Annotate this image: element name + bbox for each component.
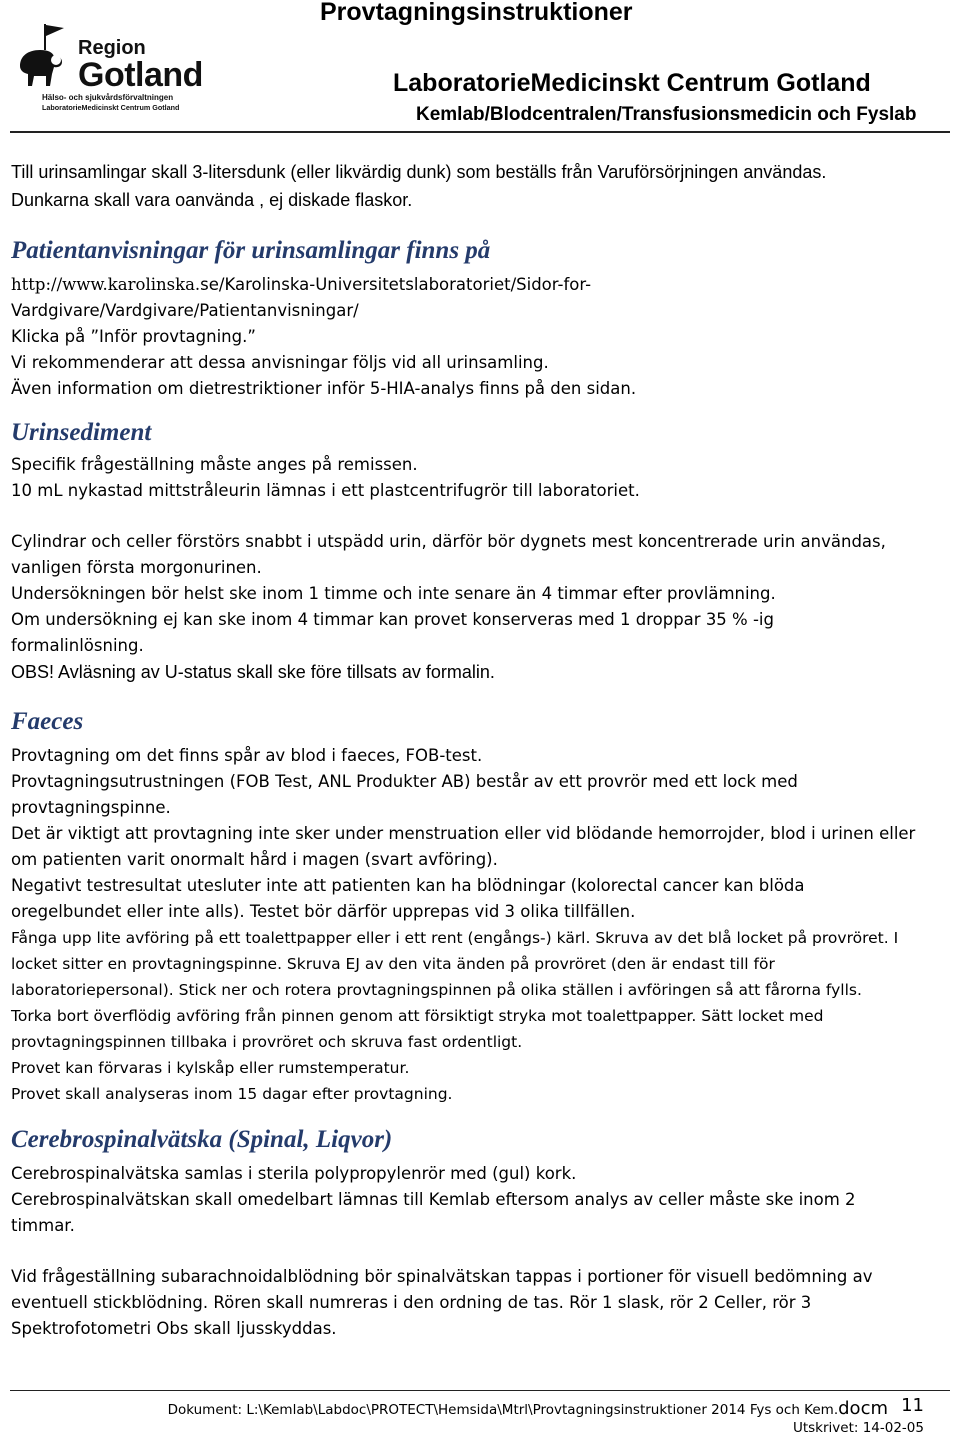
page-title: Provtagningsinstruktioner — [320, 0, 633, 26]
faeces-line-4: Det är viktigt att provtagning inte sker under menstruation eller vid blödande hemorrojder, blod i urinen eller — [11, 824, 916, 843]
page-number: 11 — [901, 1395, 924, 1416]
urinsediment-p2: 10 mL nykastad mittstråleurin lämnas i ett plastcentrifugrör till laboratoriet. — [11, 481, 640, 500]
click-instruction: Klicka på ”Inför provtagning.” — [11, 327, 256, 346]
urinsediment-p5a: Om undersökning ej kan ske inom 4 timmar kan provet konserveras med 1 droppar 35 % -ig — [11, 610, 774, 629]
urinsediment-p3b: vanligen första morgonurinen. — [11, 558, 262, 577]
faeces-line-13: Provet kan förvaras i kylskåp eller rumstemperatur. — [11, 1059, 410, 1077]
logo-region-text: Region — [78, 37, 146, 59]
faeces-line-5: om patienten varit onormalt hård i magen (svart avföring). — [11, 850, 498, 869]
faeces-line-8: Fånga upp lite avföring på ett toalettpapper eller i ett rent (engångs-) kärl. Skruva av det blå locket på provröret. I — [11, 929, 899, 947]
logo-subtitle-2: LaboratorieMedicinskt Centrum Gotland — [42, 103, 180, 112]
faeces-line-11: Torka bort överflödig avföring från pinnen genom att försiktigt stryka mot toalettpapper. Sätt locket med — [11, 1007, 824, 1025]
urinsediment-p5b: formalinlösning. — [11, 636, 144, 655]
organization-name: LaboratorieMedicinskt Centrum Gotland — [393, 69, 871, 97]
recommendation: Vi rekommenderar att dessa anvisningar följs vid all urinsamling. — [11, 353, 549, 372]
csf-line-4: Vid frågeställning subarachnoidalblödning bör spinalvätskan tappas i portioner för visuell bedömning av — [11, 1267, 873, 1286]
faeces-line-6: Negativt testresultat utesluter inte att patienten kan ha blödningar (kolorectal cancer kan blöda — [11, 876, 805, 895]
document-body — [11, 158, 941, 1342]
csf-line-2: Cerebrospinalvätskan skall omedelbart lämnas till Kemlab eftersom analys av celler måste ske inom 2 — [11, 1190, 856, 1209]
faeces-line-10: laboratoriepersonal). Stick ner och rotera provtagningspinnen på olika ställen i avföringen så att fårorna fylls. — [11, 981, 862, 999]
faeces-heading: Faeces — [11, 708, 84, 735]
intro-line-2: Dunkarna skall vara oanvända , ej diskade flaskor. — [11, 190, 413, 210]
link-part-2: se/Karolinska-Universitetslaboratoriet/Sidor-for- — [200, 275, 592, 294]
faeces-line-2: Provtagningsutrustningen (FOB Test, ANL Produkter AB) består av ett provrör med ett lock med — [11, 772, 798, 791]
faeces-line-14: Provet skall analyseras inom 15 dagar efter provtagning. — [11, 1085, 453, 1103]
faeces-line-3: provtagningspinne. — [11, 798, 171, 817]
patient-instructions-heading: Patientanvisningar för urinsamlingar finns på — [11, 237, 491, 264]
logo-subtitle-1: Hälso- och sjukvårdsförvaltningen — [42, 93, 174, 102]
urinsediment-p4: Undersökningen bör helst ske inom 1 timme och inte senare än 4 timmar efter provlämning. — [11, 584, 776, 603]
footer-divider — [10, 1390, 950, 1391]
faeces-line-1: Provtagning om det finns spår av blod i faeces, FOB-test. — [11, 746, 483, 765]
csf-line-3: timmar. — [11, 1216, 75, 1235]
csf-heading: Cerebrospinalvätska (Spinal, Liqvor) — [11, 1126, 393, 1153]
faeces-line-12: provtagningspinnen tillbaka i provröret och skruva fast ordentligt. — [11, 1033, 523, 1051]
faeces-line-7: oregelbundet eller inte alls). Testet bör därför upprepas vid 3 olika tillfällen. — [11, 902, 636, 921]
patient-instructions-link[interactable] — [11, 272, 941, 298]
faeces-line-9: locket sitter en provtagningspinne. Skruva EJ av den vita änden på provröret (den är endast till för — [11, 955, 775, 973]
intro-line-1: Till urinsamlingar skall 3-litersdunk (eller likvärdig dunk) som beställs från Varuförsörjningen användas. — [11, 162, 827, 182]
header-divider — [10, 131, 950, 133]
ram-flag-icon — [14, 22, 74, 94]
urinsediment-obs: OBS! Avläsning av U-status skall ske före tillsats av formalin. — [11, 662, 495, 682]
urinsediment-p1: Specifik frågeställning måste anges på remissen. — [11, 455, 418, 474]
urinsediment-p3a: Cylindrar och celler förstörs snabbt i utspädd urin, därför bör dygnets mest koncentrerade urin användas, — [11, 532, 886, 551]
printed-date: Utskrivet: 14-02-05 — [792, 1420, 924, 1436]
region-gotland-logo — [14, 18, 203, 112]
link-part-1: http://www.karolinska. — [11, 275, 201, 294]
csf-line-5: eventuell stickblödning. Rören skall numreras i den ordning de tas. Rör 1 slask, rör 2 Celler, rör 3 — [11, 1293, 812, 1312]
footer-document-path — [168, 1398, 888, 1420]
footer-file-extension: docm — [838, 1398, 888, 1419]
department-name: Kemlab/Blodcentralen/Transfusionsmedicin och Fyslab — [416, 104, 917, 125]
csf-line-1: Cerebrospinalvätska samlas i sterila polypropylenrör med (gul) kork. — [11, 1164, 577, 1183]
csf-line-6: Spektrofotometri Obs skall ljusskyddas. — [11, 1319, 337, 1338]
footer-path-text: Dokument: L:\Kemlab\Labdoc\PROTECT\Hemsida\Mtrl\Provtagningsinstruktioner 2014 Fys och Kem. — [167, 1402, 839, 1418]
logo-gotland-text: Gotland — [78, 56, 203, 94]
patient-instructions-link-cont[interactable]: Vardgivare/Vardgivare/Patientanvisningar/ — [11, 301, 359, 320]
urinsediment-heading: Urinsediment — [11, 419, 152, 446]
diet-info: Även information om dietrestriktioner inför 5-HIA-analys finns på den sidan. — [11, 379, 637, 398]
